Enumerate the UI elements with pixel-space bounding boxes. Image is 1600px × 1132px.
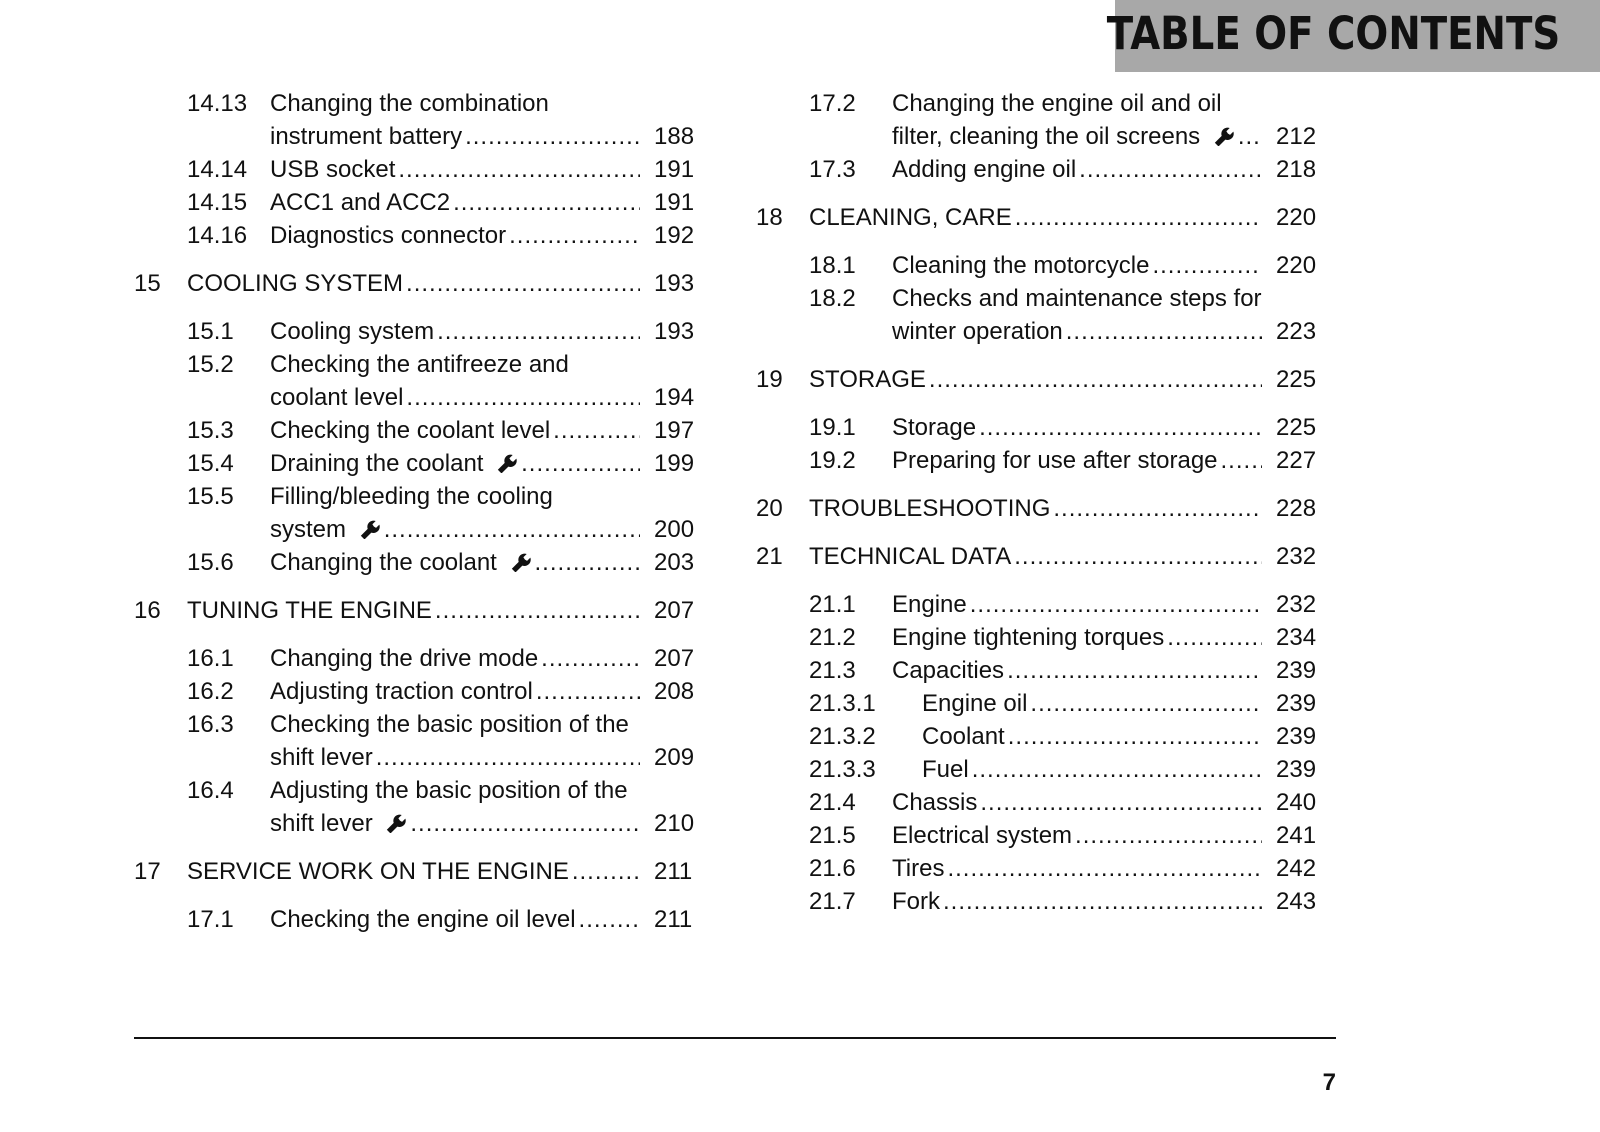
toc-entry-number: 21.5 <box>809 822 856 849</box>
toc-chapter-entry[interactable] <box>134 267 714 300</box>
toc-section-entry[interactable] <box>134 414 714 447</box>
toc-entry-number: 19.2 <box>809 447 856 474</box>
toc-page-number: 210 <box>654 810 695 837</box>
toc-entry-number: 18.2 <box>809 285 856 312</box>
toc-page-number: 242 <box>1276 855 1317 882</box>
dot-leader <box>929 363 1262 396</box>
toc-chapter-entry[interactable] <box>756 540 1336 573</box>
dot-leader <box>947 852 1262 885</box>
toc-page-number: 220 <box>1276 204 1317 231</box>
toc-entry-number: 21.1 <box>809 591 856 618</box>
toc-entry-number: 19 <box>756 366 783 393</box>
toc-entry-title: Storage <box>892 414 977 441</box>
toc-entry-title: Changing the coolant <box>270 549 497 576</box>
dot-leader <box>1008 720 1262 753</box>
dot-leader <box>521 447 640 480</box>
toc-page-number: 207 <box>654 645 695 672</box>
toc-entry-number: 17.1 <box>187 906 234 933</box>
toc-entry-number: 14.15 <box>187 189 248 216</box>
toc-section-entry[interactable] <box>134 774 714 840</box>
toc-entry-title: TUNING THE ENGINE <box>187 597 432 624</box>
toc-entry-title: Checking the basic position of the <box>270 711 629 738</box>
dot-leader <box>437 315 640 348</box>
toc-entry-title: Coolant <box>922 723 1005 750</box>
toc-section-entry[interactable] <box>756 786 1336 819</box>
toc-entry-title: instrument battery <box>270 123 463 150</box>
dot-leader <box>376 741 640 774</box>
dot-leader <box>980 786 1262 819</box>
toc-page-number: 228 <box>1276 495 1317 522</box>
page-title: TABLE OF CONTENTS <box>1106 7 1560 60</box>
dot-leader <box>1221 444 1262 477</box>
toc-entry-number: 21.2 <box>809 624 856 651</box>
dot-leader <box>541 642 640 675</box>
toc-section-entry[interactable] <box>756 588 1336 621</box>
toc-section-entry[interactable] <box>134 708 714 774</box>
toc-entry-title: Fork <box>892 888 940 915</box>
toc-entry-number: 21.3.1 <box>809 690 876 717</box>
toc-entry-number: 21.4 <box>809 789 856 816</box>
dot-leader <box>1079 153 1262 186</box>
dot-leader <box>453 186 640 219</box>
toc-entry-title: Checking the engine oil level <box>270 906 576 933</box>
dot-leader <box>579 903 640 936</box>
dot-leader <box>1167 621 1262 654</box>
dot-leader <box>979 411 1262 444</box>
dot-leader <box>435 594 640 627</box>
toc-entry-number: 20 <box>756 495 783 522</box>
wrench-icon <box>359 517 381 539</box>
toc-entry-number: 21.6 <box>809 855 856 882</box>
toc-entry-number: 15.6 <box>187 549 234 576</box>
dot-leader <box>1152 249 1262 282</box>
dot-leader <box>1053 492 1262 525</box>
wrench-icon <box>1213 124 1235 146</box>
toc-left-column <box>134 87 714 936</box>
toc-section-entry[interactable] <box>134 87 714 153</box>
toc-page-number: 234 <box>1276 624 1317 651</box>
toc-entry-number: 15 <box>134 270 161 297</box>
toc-page-number: 203 <box>654 549 695 576</box>
toc-entry-title: Adjusting the basic position of the <box>270 777 628 804</box>
toc-section-entry[interactable] <box>756 282 1336 348</box>
toc-entry-title: Changing the combination <box>270 90 549 117</box>
toc-page-number: 225 <box>1276 366 1317 393</box>
toc-entry-number: 21 <box>756 543 783 570</box>
toc-entry-title: TECHNICAL DATA <box>809 543 1012 570</box>
toc-entry-title: SERVICE WORK ON THE ENGINE <box>187 858 569 885</box>
toc-page-number: 211 <box>654 858 693 885</box>
toc-entry-title: coolant level <box>270 384 404 411</box>
toc-chapter-entry[interactable] <box>756 363 1336 396</box>
toc-entry-number: 18.1 <box>809 252 856 279</box>
toc-entry-number: 17 <box>134 858 161 885</box>
toc-entry-title: Cleaning the motorcycle <box>892 252 1150 279</box>
toc-section-entry[interactable] <box>756 87 1336 153</box>
dot-leader <box>410 807 640 840</box>
toc-entry-title: Checks and maintenance steps for <box>892 285 1262 312</box>
toc-entry-number: 21.7 <box>809 888 856 915</box>
toc-entry-title: Preparing for use after storage <box>892 447 1218 474</box>
dot-leader <box>943 885 1262 918</box>
toc-page-number: 200 <box>654 516 695 543</box>
toc-page-number: 193 <box>654 318 695 345</box>
toc-section-entry[interactable] <box>756 621 1336 654</box>
wrench-icon <box>385 811 407 833</box>
section-header-band <box>1106 0 1600 72</box>
toc-entry-title: Changing the engine oil and oil <box>892 90 1222 117</box>
toc-section-entry[interactable] <box>756 654 1336 687</box>
toc-page-number: 191 <box>654 156 695 183</box>
toc-entry-title: Electrical system <box>892 822 1073 849</box>
toc-entry-number: 21.3.3 <box>809 756 876 783</box>
toc-chapter-entry[interactable] <box>756 201 1336 234</box>
toc-entry-number: 17.2 <box>809 90 856 117</box>
toc-entry-number: 14.16 <box>187 222 248 249</box>
dot-leader <box>535 546 640 579</box>
toc-entry-title: Tires <box>892 855 945 882</box>
toc-section-entry[interactable] <box>756 819 1336 852</box>
toc-page-number: 240 <box>1276 789 1317 816</box>
toc-chapter-entry[interactable] <box>134 855 714 888</box>
toc-entry-title: Diagnostics connector <box>270 222 507 249</box>
toc-entry-number: 21.3.2 <box>809 723 876 750</box>
dot-leader <box>1075 819 1262 852</box>
toc-page-number: 194 <box>654 384 695 411</box>
toc-entry-title: Engine <box>892 591 967 618</box>
dot-leader <box>384 513 640 546</box>
toc-entry-number: 15.2 <box>187 351 234 378</box>
toc-page-number: 218 <box>1276 156 1317 183</box>
dot-leader <box>509 219 640 252</box>
toc-entry-title: ACC1 and ACC2 <box>270 189 451 216</box>
toc-page-number: 208 <box>654 678 695 705</box>
dot-leader <box>1030 687 1262 720</box>
toc-entry-title: Engine oil <box>922 690 1028 717</box>
toc-entry-number: 16.4 <box>187 777 234 804</box>
toc-section-entry[interactable] <box>134 186 714 219</box>
wrench-icon <box>496 451 518 473</box>
toc-chapter-entry[interactable] <box>134 594 714 627</box>
toc-entry-number: 19.1 <box>809 414 856 441</box>
dot-leader <box>1066 315 1262 348</box>
toc-section-entry[interactable] <box>756 720 1336 753</box>
toc-page-number: 199 <box>654 450 695 477</box>
toc-page-number: 209 <box>654 744 695 771</box>
page-number: 7 <box>1322 1069 1336 1096</box>
toc-entry-title: Draining the coolant <box>270 450 484 477</box>
toc-entry-number: 16.2 <box>187 678 234 705</box>
toc-entry-number: 15.1 <box>187 318 234 345</box>
toc-entry-title: Changing the drive mode <box>270 645 539 672</box>
dot-leader <box>465 120 640 153</box>
toc-page-number: 207 <box>654 597 695 624</box>
toc-entry-title: Checking the coolant level <box>270 417 551 444</box>
toc-page-number: 227 <box>1276 447 1317 474</box>
toc-page-number: 243 <box>1276 888 1317 915</box>
toc-page-number: 193 <box>654 270 695 297</box>
toc-section-entry[interactable] <box>756 444 1336 477</box>
toc-section-entry[interactable] <box>756 687 1336 720</box>
toc-page-number: 239 <box>1276 690 1317 717</box>
toc-page-number: 232 <box>1276 543 1317 570</box>
toc-page-number: 225 <box>1276 414 1317 441</box>
toc-section-entry[interactable] <box>756 885 1336 918</box>
toc-entry-number: 18 <box>756 204 783 231</box>
toc-entry-title: Checking the antifreeze and <box>270 351 569 378</box>
toc-entry-number: 15.5 <box>187 483 234 510</box>
toc-page-number: 239 <box>1276 723 1317 750</box>
toc-entry-title: STORAGE <box>809 366 926 393</box>
toc-section-entry[interactable] <box>134 903 714 936</box>
toc-section-entry[interactable] <box>756 852 1336 885</box>
toc-page-number: 211 <box>654 906 693 933</box>
toc-section-entry[interactable] <box>756 153 1336 186</box>
toc-section-entry[interactable] <box>134 642 714 675</box>
toc-page-number: 191 <box>654 189 695 216</box>
wrench-icon <box>510 550 532 572</box>
dot-leader <box>553 414 640 447</box>
toc-entry-title: Adjusting traction control <box>270 678 533 705</box>
toc-entry-number: 15.3 <box>187 417 234 444</box>
toc-entry-number: 16 <box>134 597 161 624</box>
toc-section-entry[interactable] <box>134 675 714 708</box>
dot-leader <box>970 588 1262 621</box>
toc-page-number: 232 <box>1276 591 1317 618</box>
toc-entry-title: Capacities <box>892 657 1005 684</box>
dot-leader <box>1238 120 1262 153</box>
toc-entry-number: 16.1 <box>187 645 234 672</box>
dot-leader <box>972 753 1262 786</box>
toc-right-column <box>756 87 1336 918</box>
toc-section-entry[interactable] <box>134 153 714 186</box>
dot-leader <box>398 153 640 186</box>
toc-entry-title: shift lever <box>270 744 373 771</box>
toc-entry-title: Filling/bleeding the cooling <box>270 483 553 510</box>
toc-entry-number: 15.4 <box>187 450 234 477</box>
toc-entry-title: TROUBLESHOOTING <box>809 495 1051 522</box>
toc-entry-number: 14.13 <box>187 90 248 117</box>
toc-page-number: 212 <box>1276 123 1317 150</box>
toc-page-number: 239 <box>1276 657 1317 684</box>
toc-entry-title: COOLING SYSTEM <box>187 270 404 297</box>
toc-section-entry[interactable] <box>756 249 1336 282</box>
toc-entry-number: 14.14 <box>187 156 248 183</box>
toc-page-number: 192 <box>654 222 695 249</box>
dot-leader <box>572 855 640 888</box>
toc-section-entry[interactable] <box>134 447 714 480</box>
toc-chapter-entry[interactable] <box>756 492 1336 525</box>
dot-leader <box>1015 201 1262 234</box>
toc-page-number: 188 <box>654 123 695 150</box>
toc-page-number: 239 <box>1276 756 1317 783</box>
toc-entry-title: shift lever <box>270 810 373 837</box>
toc-entry-title: CLEANING, CARE <box>809 204 1012 231</box>
dot-leader <box>406 381 640 414</box>
toc-entry-title: system <box>270 516 347 543</box>
toc-section-entry[interactable] <box>756 753 1336 786</box>
toc-entry-title: Cooling system <box>270 318 435 345</box>
toc-entry-number: 16.3 <box>187 711 234 738</box>
footer-divider <box>134 1037 1336 1039</box>
toc-entry-title: Chassis <box>892 789 978 816</box>
dot-leader <box>1007 654 1262 687</box>
dot-leader <box>1014 540 1262 573</box>
toc-page-number: 223 <box>1276 318 1317 345</box>
toc-section-entry[interactable] <box>134 348 714 414</box>
toc-page-number: 197 <box>654 417 695 444</box>
toc-page-number: 241 <box>1276 822 1317 849</box>
dot-leader <box>406 267 640 300</box>
toc-entry-number: 21.3 <box>809 657 856 684</box>
toc-entry-title: filter, cleaning the oil screens <box>892 123 1201 150</box>
toc-section-entry[interactable] <box>134 546 714 579</box>
toc-entry-title: Fuel <box>922 756 969 783</box>
toc-section-entry[interactable] <box>134 219 714 252</box>
toc-section-entry[interactable] <box>134 480 714 546</box>
toc-entry-title: Adding engine oil <box>892 156 1077 183</box>
toc-entry-title: winter operation <box>892 318 1063 345</box>
dot-leader <box>536 675 640 708</box>
toc-section-entry[interactable] <box>756 411 1336 444</box>
toc-entry-number: 17.3 <box>809 156 856 183</box>
toc-page-number: 220 <box>1276 252 1317 279</box>
toc-section-entry[interactable] <box>134 315 714 348</box>
toc-entry-title: USB socket <box>270 156 396 183</box>
toc-entry-title: Engine tightening torques <box>892 624 1165 651</box>
